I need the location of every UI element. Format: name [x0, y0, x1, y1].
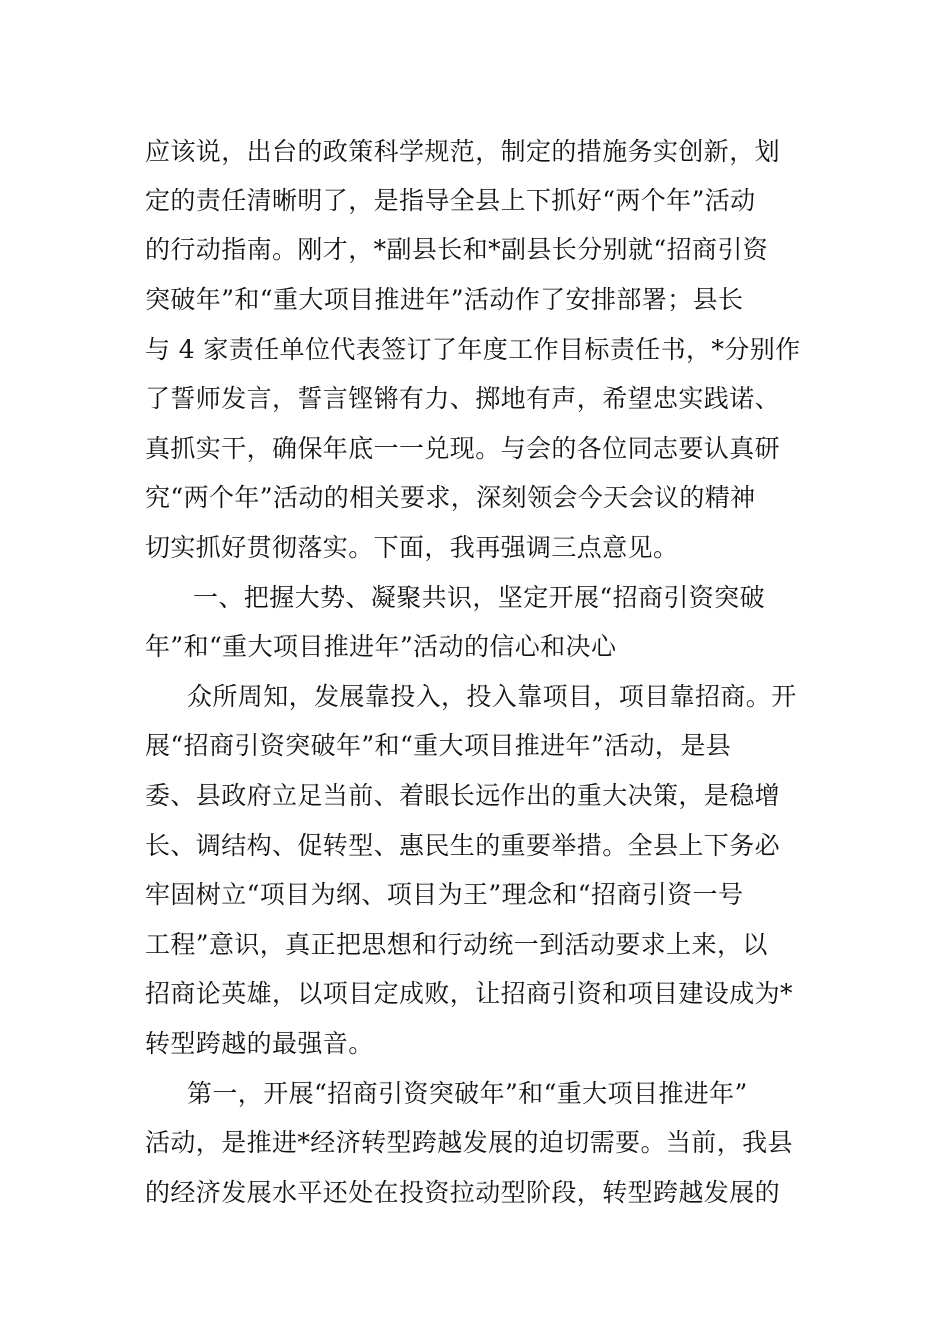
text-line: 的经济发展水平还处在投资拉动型阶段，转型跨越发展的	[145, 1178, 781, 1207]
section-heading-line: 一、把握大势、凝聚共识，坚定开展“招商引资突破	[193, 583, 765, 612]
text-line: 招商论英雄，以项目定成败，让招商引资和项目建设成为*	[145, 979, 793, 1008]
text-line: 的行动指南。刚才，*副县长和*副县长分别就“招商引资	[145, 235, 769, 264]
text-line: 长、调结构、促转型、惠民生的重要举措。全县上下务必	[145, 831, 781, 860]
text-line: 工程”意识，真正把思想和行动统一到活动要求上来，以	[145, 930, 768, 959]
text-line: 应该说，出台的政策科学规范，制定的措施务实创新，划	[145, 137, 781, 166]
text-line: 委、县政府立足当前、着眼长远作出的重大决策，是稳增	[145, 781, 781, 810]
text-line: 展“招商引资突破年”和“重大项目推进年”活动，是县	[145, 731, 732, 760]
text-line: 真抓实干，确保年底一一兑现。与会的各位同志要认真研	[145, 434, 781, 463]
text-line: 与 4 家责任单位代表签订了年度工作目标责任书，*分别作	[145, 335, 801, 364]
text-line: 活动，是推进*经济转型跨越发展的迫切需要。当前，我县	[145, 1128, 793, 1157]
text-line: 究“两个年”活动的相关要求，深刻领会今天会议的精神	[145, 483, 756, 512]
text-line: 了誓师发言，誓言铿锵有力、掷地有声，希望忠实践诺、	[145, 384, 781, 413]
text-line: 第一，开展“招商引资突破年”和“重大项目推进年”	[187, 1079, 748, 1108]
text-line: 众所周知，发展靠投入，投入靠项目，项目靠招商。开	[187, 682, 797, 711]
text-line: 转型跨越的最强音。	[145, 1029, 374, 1058]
text-line: 切实抓好贯彻落实。下面，我再强调三点意见。	[145, 533, 679, 562]
text-line: 定的责任清晰明了，是指导全县上下抓好“两个年”活动	[145, 186, 756, 215]
text-line: 突破年”和“重大项目推进年”活动作了安排部署；县长	[145, 285, 744, 314]
section-heading-line: 年”和“重大项目推进年”活动的信心和决心	[145, 632, 617, 661]
text-line: 牢固树立“项目为纲、项目为王”理念和“招商引资一号	[145, 880, 744, 909]
